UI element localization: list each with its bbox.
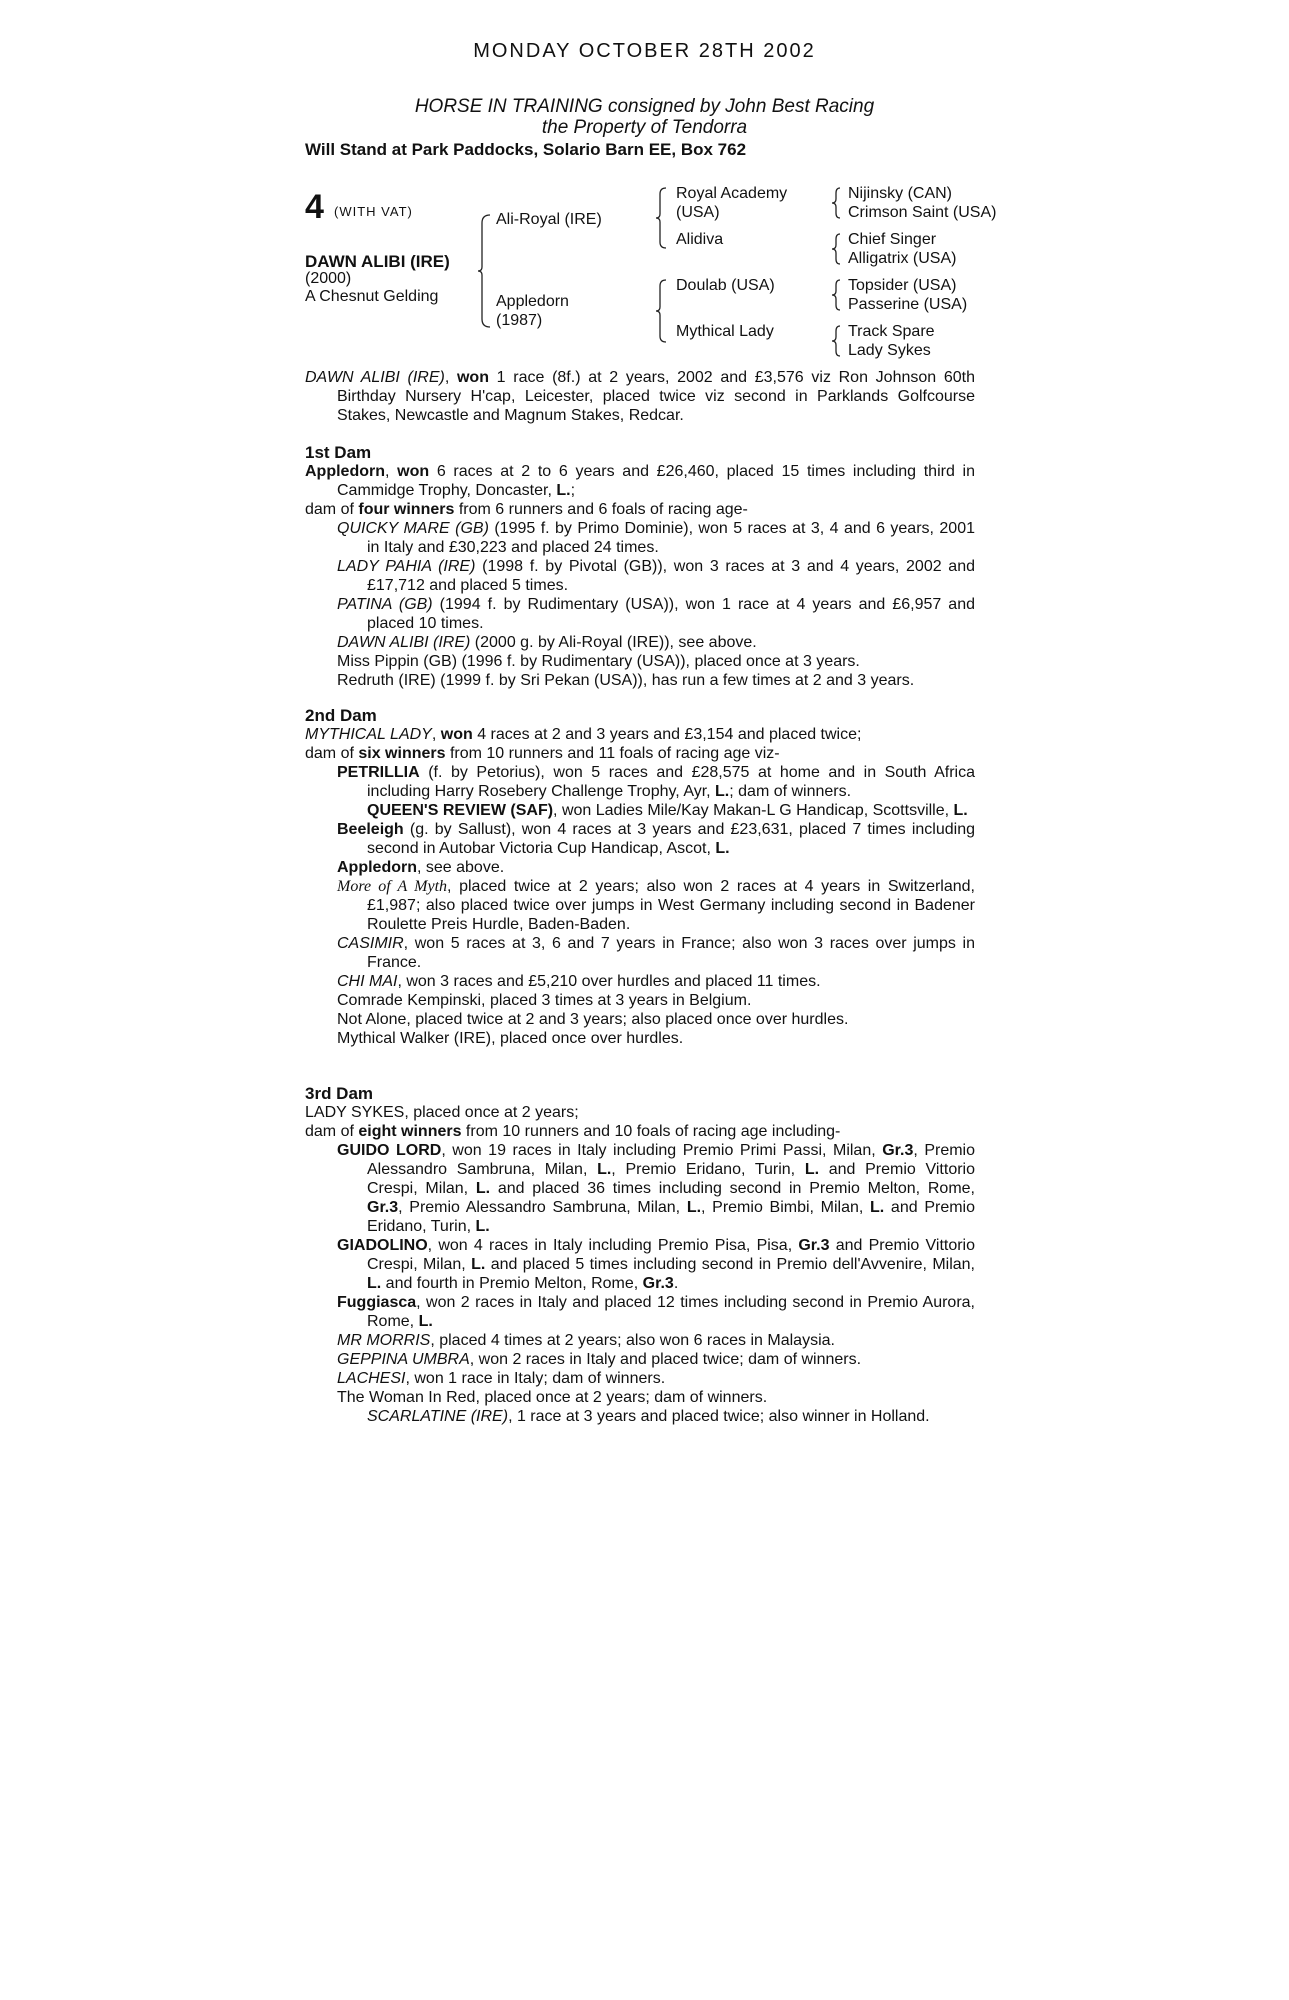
sale-date: MONDAY OCTOBER 28TH 2002 [473, 40, 816, 62]
consignor-line: HORSE IN TRAINING consigned by John Best Racing [414, 96, 875, 117]
list-item: QUICKY MARE (GB) (1995 f. by Primo Dominie), won 5 races at 3, 4 and 6 years, 2001 in Italy and £30,223 and placed 24 times. [337, 520, 975, 556]
list-item: Not Alone, placed twice at 2 and 3 years; also placed once over hurdles. [337, 1011, 849, 1028]
list-item: The Woman In Red, placed once at 2 years; dam of winners. [337, 1389, 768, 1406]
pedigree-ggp-4: Alligatrix (USA) [848, 250, 957, 267]
list-item: LADY PAHIA (IRE) (1998 f. by Pivotal (GB)), won 3 races at 3 and 4 years, 2002 and £17,712 and placed 5 times. [337, 558, 975, 594]
list-item: LACHESI, won 1 race in Italy; dam of winners. [337, 1370, 666, 1387]
list-item: MR MORRIS, placed 4 times at 2 years; also won 6 races in Malaysia. [337, 1332, 835, 1349]
list-item: SCARLATINE (IRE), 1 race at 3 years and placed twice; also winner in Holland. [367, 1408, 930, 1425]
pedigree-dam-year: (1987) [496, 312, 543, 329]
list-item: CHI MAI, won 3 races and £5,210 over hurdles and placed 11 times. [337, 973, 821, 990]
second-dam-heading: 2nd Dam [305, 706, 377, 725]
list-item: Miss Pippin (GB) (1996 f. by Rudimentary (USA)), placed once at 3 years. [337, 653, 860, 670]
pedigree-sire-sire-country: (USA) [676, 204, 720, 221]
vat-note: (WITH VAT) [334, 204, 413, 219]
pedigree-brace-main [478, 215, 492, 327]
pedigree-sire-sire: Royal Academy [676, 185, 788, 202]
list-item: PETRILLIA (f. by Petorius), won 5 races and £28,575 at home and in South Africa including Harry Rosebery Challenge Trophy, Ayr, L.; dam of winners. [337, 764, 975, 800]
list-item: Comrade Kempinski, placed 3 times at 3 years in Belgium. [337, 992, 752, 1009]
winners-count: eight winners [358, 1123, 462, 1140]
third-dam-heading: 3rd Dam [305, 1084, 374, 1103]
list-item: Fuggiasca, won 2 races in Italy and placed 12 times including second in Premio Aurora, Rome, L. [337, 1294, 975, 1330]
lot-number: 4 [305, 188, 324, 226]
list-item: CASIMIR, won 5 races at 3, 6 and 7 years in France; also won 3 races over jumps in France. [337, 935, 975, 971]
pedigree-ggp-5: Topsider (USA) [848, 277, 957, 294]
list-item: Appledorn, see above. [337, 859, 505, 876]
pedigree-brace-ggp-2 [832, 234, 842, 264]
pedigree-ggp-3: Chief Singer [848, 231, 937, 248]
list-item: More of A Myth, placed twice at 2 years; also won 2 races at 4 years in Switzerland, £1,987; also placed twice over jumps in West Germany including second in Badener Roulette Preis Hurdle, Baden-Baden. [337, 878, 975, 933]
second-dam-name: MYTHICAL LADY [305, 726, 432, 743]
pedigree-ggp-7: Track Spare [848, 323, 935, 340]
pedigree-ggp-2: Crimson Saint (USA) [848, 204, 997, 221]
pedigree-dam-dam: Mythical Lady [676, 323, 774, 340]
pedigree-brace-ggp-4 [832, 326, 842, 356]
list-item: GIADOLINO, won 4 races in Italy including Premio Pisa, Pisa, Gr.3 and Premio Vittorio Crespi, Milan, L. and placed 5 times including second in Premio dell'Avvenire, Milan, L. and fourth in Premio Melton, Rome, Gr.3. [337, 1237, 976, 1292]
list-item: GEPPINA UMBRA, won 2 races in Italy and placed twice; dam of winners. [337, 1351, 862, 1368]
consignment-title [0, 96, 1289, 138]
property-line: the Property of Tendorra [541, 117, 748, 138]
pedigree-sire-dam: Alidiva [676, 231, 724, 248]
pedigree-brace-sire [656, 188, 668, 248]
pedigree-ggp-8: Lady Sykes [848, 342, 931, 359]
first-dam-name: Appledorn [305, 463, 385, 480]
pedigree-ggp-6: Passerine (USA) [848, 296, 968, 313]
pedigree-ggp-1: Nijinsky (CAN) [848, 185, 952, 202]
horse-year: (2000) [305, 270, 352, 287]
third-dam-section: 3rd Dam LADY SYKES, placed once at 2 years; dam of eight winners from 10 runners and 10 foals of racing age including- GUIDO LORD, won 19 races in Italy including Premio Primi Passi, Milan, Gr.3, Premio Alessandro Sambruna, Milan, L., Premio Eridano, Turin, L. and Premio Vittorio Crespi, Milan, L. and placed 36 times including second in Premio Melton, Rome, Gr.3, Premio Alessandro Sambruna, Milan, L., Premio Bimbi, Milan, L. and Premio Eridano, Turin, L. GIADOLINO, won 4 races in Italy including Premio Pisa, Pisa, Gr.3 and Premio Vittorio Crespi, Milan, L. and placed 5 times including second in Premio dell'Avvenire, Milan, L. and fourth in Premio Melton, Rome, Gr.3. Fuggiasca, won 2 races in Italy and placed 12 times including second in Premio Aurora, Rome, L. MR MORRIS, placed 4 times at 2 years; also won 6 races in Malaysia. GEPPINA UMBRA, won 2 races in Italy and placed twice; dam of winners. LACHESI, won 1 race in Italy; dam of winners. The Woman In Red, placed once at 2 years; dam of winners. SCARLATINE (IRE), 1 race at 3 years and placed twice; also winner in Holland. [305, 1084, 976, 1425]
winners-count: four winners [358, 501, 455, 518]
list-item: PATINA (GB) (1994 f. by Rudimentary (USA)), won 1 race at 4 years and £6,957 and placed 10 times. [337, 596, 975, 632]
list-item: Mythical Walker (IRE), placed once over hurdles. [337, 1030, 684, 1047]
list-item: DAWN ALIBI (IRE) (2000 g. by Ali-Royal (IRE)), see above. [337, 634, 757, 651]
horse-name: DAWN ALIBI (IRE) [305, 252, 450, 271]
pedigree-brace-ggp-1 [832, 188, 842, 218]
first-dam-heading: 1st Dam [305, 443, 372, 462]
list-item: Beeleigh (g. by Sallust), won 4 races at 3 years and £23,631, placed 7 times including second in Autobar Victoria Cup Handicap, Ascot, L. [337, 821, 975, 857]
list-item: GUIDO LORD, won 19 races in Italy including Premio Primi Passi, Milan, Gr.3, Premio Alessandro Sambruna, Milan, L., Premio Eridano, Turin, L. and Premio Vittorio Crespi, Milan, L. and placed 36 times including second in Premio Melton, Rome, Gr.3, Premio Alessandro Sambruna, Milan, L., Premio Bimbi, Milan, L. and Premio Eridano, Turin, L. [337, 1142, 976, 1235]
pedigree-brace-dam [656, 280, 668, 342]
list-item: Redruth (IRE) (1999 f. by Sri Pekan (USA)), has run a few times at 2 and 3 years. [337, 672, 915, 689]
second-dam-section: 2nd Dam MYTHICAL LADY, won 4 races at 2 and 3 years and £3,154 and placed twice; dam of six winners from 10 runners and 11 foals of racing age viz- PETRILLIA (f. by Petorius), won 5 races and £28,575 at home and in South Africa including Harry Rosebery Challenge Trophy, Ayr, L.; dam of winners. QUEEN'S REVIEW (SAF), won Ladies Mile/Kay Makan-L G Handicap, Scottsville, L. Beeleigh (g. by Sallust), won 4 races at 3 years and £23,631, placed 7 times including second in Autobar Victoria Cup Handicap, Ascot, L. Appledorn, see above. More of A Myth, placed twice at 2 years; also won 2 races at 4 years in Switzerland, £1,987; also placed twice over jumps in West Germany including second in Badener Roulette Preis Hurdle, Baden-Baden. CASIMIR, won 5 races at 3, 6 and 7 years in France; also won 3 races over jumps in France. CHI MAI, won 3 races and £5,210 over hurdles and placed 11 times. Comrade Kempinski, placed 3 times at 3 years in Belgium. Not Alone, placed twice at 2 and 3 years; also placed once over hurdles. Mythical Walker (IRE), placed once over hurdles. [305, 706, 975, 1047]
list-item: QUEEN'S REVIEW (SAF), won Ladies Mile/Kay Makan-L G Handicap, Scottsville, L. [367, 802, 968, 819]
first-dam-section: 1st Dam Appledorn, won 6 races at 2 to 6 years and £26,460, placed 15 times including third in Cammidge Trophy, Doncaster, L.; dam of four winners from 6 runners and 6 foals of racing age- QUICKY MARE (GB) (1995 f. by Primo Dominie), won 5 races at 3, 4 and 6 years, 2001 in Italy and £30,223 and placed 24 times. LADY PAHIA (IRE) (1998 f. by Pivotal (GB)), won 3 races at 3 and 4 years, 2002 and £17,712 and placed 5 times. PATINA (GB) (1994 f. by Rudimentary (USA)), won 1 race at 4 years and £6,957 and placed 10 times. DAWN ALIBI (IRE) (2000 g. by Ali-Royal (IRE)), see above. Miss Pippin (GB) (1996 f. by Rudimentary (USA)), placed once at 3 years. Redruth (IRE) (1999 f. by Sri Pekan (USA)), has run a few times at 2 and 3 years. [305, 443, 975, 689]
stand-location: Will Stand at Park Paddocks, Solario Barn EE, Box 762 [305, 140, 747, 159]
horse-race-record: DAWN ALIBI (IRE), won 1 race (8f.) at 2 years, 2002 and £3,576 viz Ron Johnson 60th Birthday Nursery H'cap, Leicester, placed twice viz second in Parklands Golfcourse Stakes, Newcastle and Magnum Stakes, Redcar. [305, 369, 975, 424]
pedigree-dam-sire: Doulab (USA) [676, 277, 775, 294]
pedigree-brace-ggp-3 [832, 280, 842, 310]
pedigree-dam: Appledorn [496, 293, 569, 310]
won-label: won [456, 369, 489, 386]
horse-description: A Chesnut Gelding [305, 288, 439, 305]
pedigree-sire: Ali-Royal (IRE) [496, 211, 602, 228]
winners-count: six winners [358, 745, 446, 762]
record-horse-name: DAWN ALIBI (IRE) [305, 369, 445, 386]
